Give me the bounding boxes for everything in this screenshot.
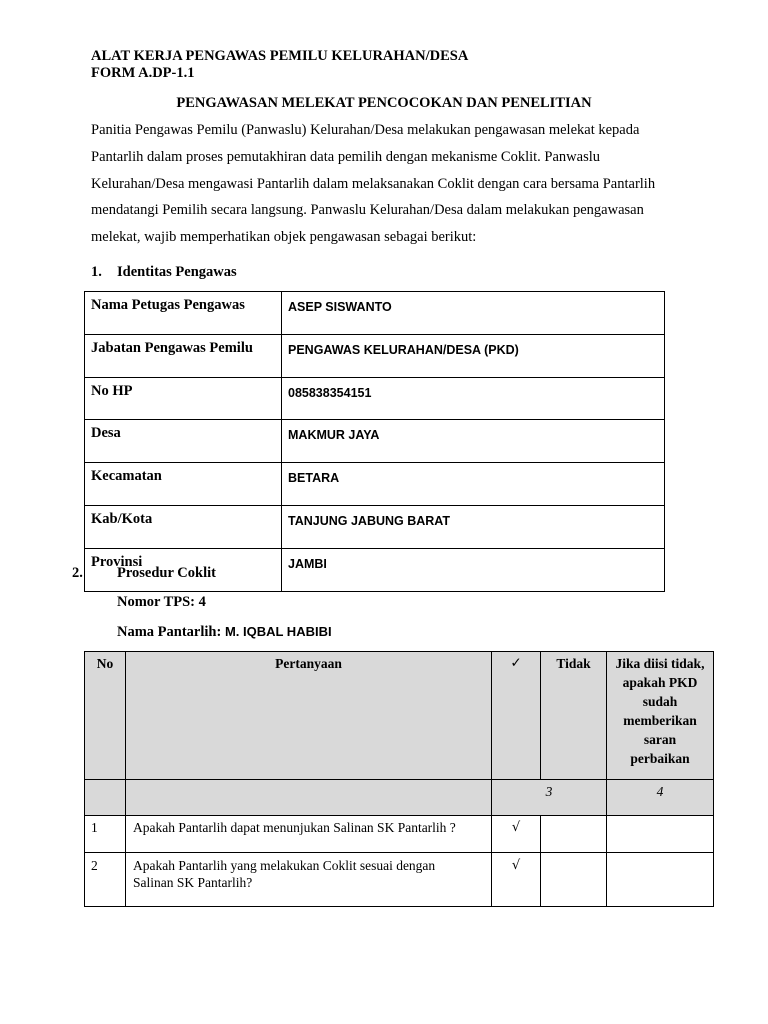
table-row (85, 377, 665, 420)
row-no: 2 (85, 853, 126, 907)
table-row (85, 292, 665, 335)
header-check: ✓ (492, 652, 541, 780)
identity-value: JAMBI (282, 548, 665, 591)
section1-number: 1. (91, 264, 102, 280)
table-header-row (85, 652, 714, 780)
form-code: FORM A.DP-1.1 (91, 65, 195, 81)
identity-label: Desa (85, 420, 282, 463)
identity-value: ASEP SISWANTO (282, 292, 665, 335)
identity-value: BETARA (282, 463, 665, 506)
identity-label: Jabatan Pengawas Pemilu (85, 334, 282, 377)
col-num-cell (85, 780, 126, 816)
header-no: No (85, 652, 126, 780)
page-title: PENGAWASAN MELEKAT PENCOCOKAN DAN PENELITIAN (176, 95, 592, 111)
row-advice[interactable] (607, 853, 714, 907)
pantarlih-name: M. IQBAL HABIBI (224, 624, 332, 639)
identity-value: PENGAWAS KELURAHAN/DESA (PKD) (282, 334, 665, 377)
header-advice-line: Jika diisi tidak, (615, 656, 705, 671)
col-num-advice: 4 (607, 780, 714, 816)
row-tidak[interactable] (541, 853, 607, 907)
row-question-line: Apakah Pantarlih yang melakukan Coklit sesuai dengan (133, 858, 436, 873)
pantarlih-label: Nama Pantarlih: (117, 624, 222, 640)
tps-number: Nomor TPS: 4 (117, 594, 206, 610)
row-no: 1 (85, 816, 126, 853)
header-advice-line: saran (643, 732, 677, 747)
coklit-table (84, 651, 714, 907)
row-check[interactable]: √ (492, 816, 541, 853)
row-question: Apakah Pantarlih dapat menunjukan Salinan SK Pantarlih ? (126, 816, 492, 853)
identity-label: Provinsi (85, 548, 282, 591)
table-row (85, 816, 714, 853)
column-number-row (85, 780, 714, 816)
header-advice-line: memberikan (623, 713, 697, 728)
intro-line: mendatangi Pemilih secara langsung. Panwaslu Kelurahan/Desa dalam melakukan pengawasan (91, 202, 644, 219)
table-row (85, 463, 665, 506)
header-question: Pertanyaan (126, 652, 492, 780)
identity-label: Nama Petugas Pengawas (85, 292, 282, 335)
identity-value: TANJUNG JABUNG BARAT (282, 505, 665, 548)
table-row (85, 334, 665, 377)
row-advice[interactable] (607, 816, 714, 853)
table-row (85, 853, 714, 907)
header-advice-line: perbaikan (630, 751, 690, 766)
table-row (85, 420, 665, 463)
header-advice (607, 652, 714, 780)
identity-table (84, 291, 665, 592)
row-tidak[interactable] (541, 816, 607, 853)
header-advice-line: apakah PKD (622, 675, 698, 690)
row-check[interactable]: √ (492, 853, 541, 907)
identity-label: No HP (85, 377, 282, 420)
intro-line: Panitia Pengawas Pemilu (Panwaslu) Kelurahan/Desa melakukan pengawasan melekat kepada (91, 122, 640, 138)
intro-line: Pantarlih dalam proses pemutakhiran data pemilih dengan mekanisme Coklit. Panwaslu (91, 148, 600, 165)
identity-label: Kecamatan (85, 463, 282, 506)
intro-line: Kelurahan/Desa mengawasi Pantarlih dalam melaksanakan Coklit dengan cara bersama Pantarlih (91, 175, 656, 192)
header-tidak: Tidak (541, 652, 607, 780)
intro-paragraph (91, 117, 691, 251)
col-num-cell (126, 780, 492, 816)
col-num-tidak: 3 (492, 780, 607, 816)
intro-line: melekat, wajib memperhatikan objek pengawasan sebagai berikut: (91, 229, 477, 246)
identity-label: Kab/Kota (85, 505, 282, 548)
table-row (85, 505, 665, 548)
section1-title: Identitas Pengawas (117, 264, 237, 280)
identity-value: MAKMUR JAYA (282, 420, 665, 463)
row-question (126, 853, 492, 907)
section2-number: 2. (72, 565, 83, 581)
identity-value: 085838354151 (282, 377, 665, 420)
pantarlih-line (117, 624, 332, 641)
header-advice-line: sudah (642, 694, 678, 709)
form-org-title: ALAT KERJA PENGAWAS PEMILU KELURAHAN/DESA (91, 48, 469, 64)
section2-title: Prosedur Coklit (117, 565, 216, 581)
row-question-line: Salinan SK Pantarlih? (133, 875, 253, 890)
